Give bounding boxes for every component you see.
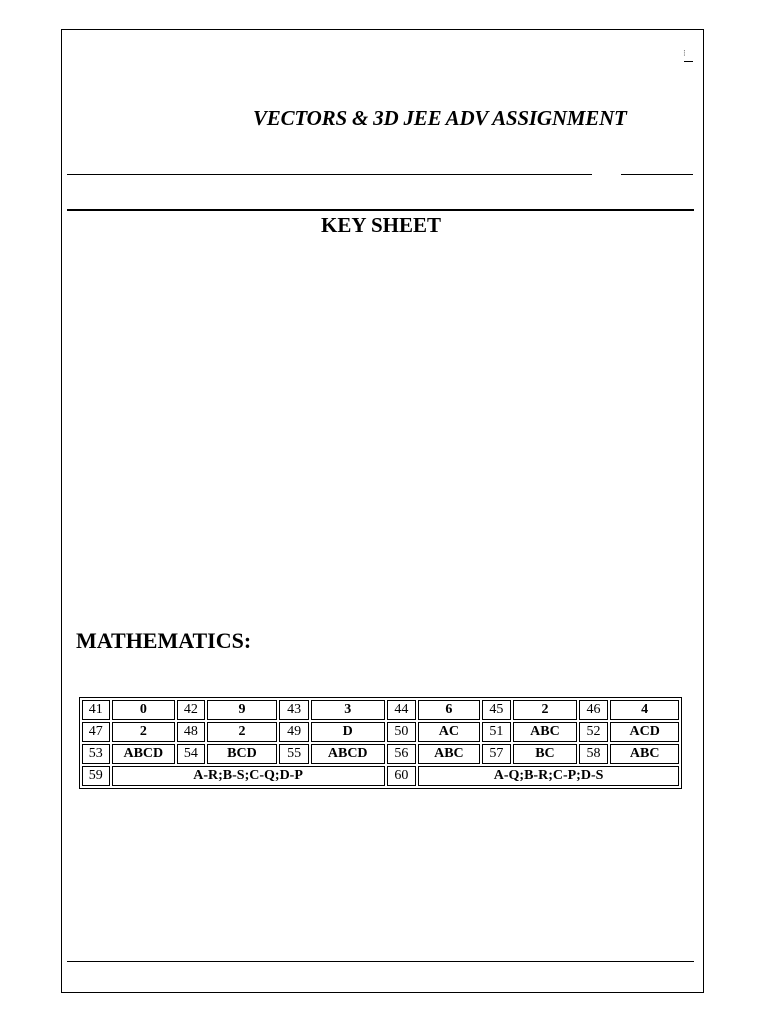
answer-cell: ABCD [112, 744, 175, 764]
table-row [82, 722, 679, 742]
table-row [82, 766, 679, 786]
answer-cell: BC [513, 744, 576, 764]
question-number: 51 [482, 722, 512, 742]
question-number: 47 [82, 722, 110, 742]
section-heading: MATHEMATICS: [76, 628, 252, 653]
question-number: 54 [177, 744, 205, 764]
matching-answer-cell: A-Q;B-R;C-P;D-S [418, 766, 679, 786]
answer-cell: ABC [418, 744, 479, 764]
key-sheet-heading: KEY SHEET [320, 213, 441, 237]
answer-cell: ABC [513, 722, 576, 742]
corner-mark: ⁝ [683, 48, 686, 58]
question-number: 46 [579, 700, 609, 720]
answer-key-table [79, 697, 682, 789]
answer-cell: ACD [610, 722, 679, 742]
answer-cell: 9 [207, 700, 278, 720]
answer-key-body [82, 700, 679, 786]
question-number: 55 [279, 744, 309, 764]
answer-cell: ABC [610, 744, 679, 764]
question-number: 59 [82, 766, 110, 786]
answer-cell: D [311, 722, 385, 742]
question-number: 45 [482, 700, 512, 720]
answer-cell: 3 [311, 700, 385, 720]
question-number: 50 [387, 722, 417, 742]
answer-cell: 2 [112, 722, 175, 742]
header-rule-left [67, 174, 592, 175]
table-row [82, 700, 679, 720]
answer-cell: 2 [513, 700, 576, 720]
answer-cell: 6 [418, 700, 479, 720]
answer-cell: 0 [112, 700, 175, 720]
answer-cell: AC [418, 722, 479, 742]
document-title: VECTORS & 3D JEE ADV ASSIGNMENT [253, 106, 627, 130]
question-number: 58 [579, 744, 609, 764]
header-rule-right [621, 174, 693, 175]
answer-cell: ABCD [311, 744, 385, 764]
question-number: 57 [482, 744, 512, 764]
question-number: 52 [579, 722, 609, 742]
question-number: 49 [279, 722, 309, 742]
question-number: 41 [82, 700, 110, 720]
question-number: 60 [387, 766, 417, 786]
table-row [82, 744, 679, 764]
answer-cell: 2 [207, 722, 278, 742]
question-number: 48 [177, 722, 205, 742]
question-number: 53 [82, 744, 110, 764]
question-number: 42 [177, 700, 205, 720]
answer-cell: BCD [207, 744, 278, 764]
corner-rule [684, 61, 693, 62]
question-number: 43 [279, 700, 309, 720]
question-number: 56 [387, 744, 417, 764]
matching-answer-cell: A-R;B-S;C-Q;D-P [112, 766, 385, 786]
question-number: 44 [387, 700, 417, 720]
footer-rule [67, 961, 694, 962]
answer-cell: 4 [610, 700, 679, 720]
title-divider [67, 209, 694, 211]
